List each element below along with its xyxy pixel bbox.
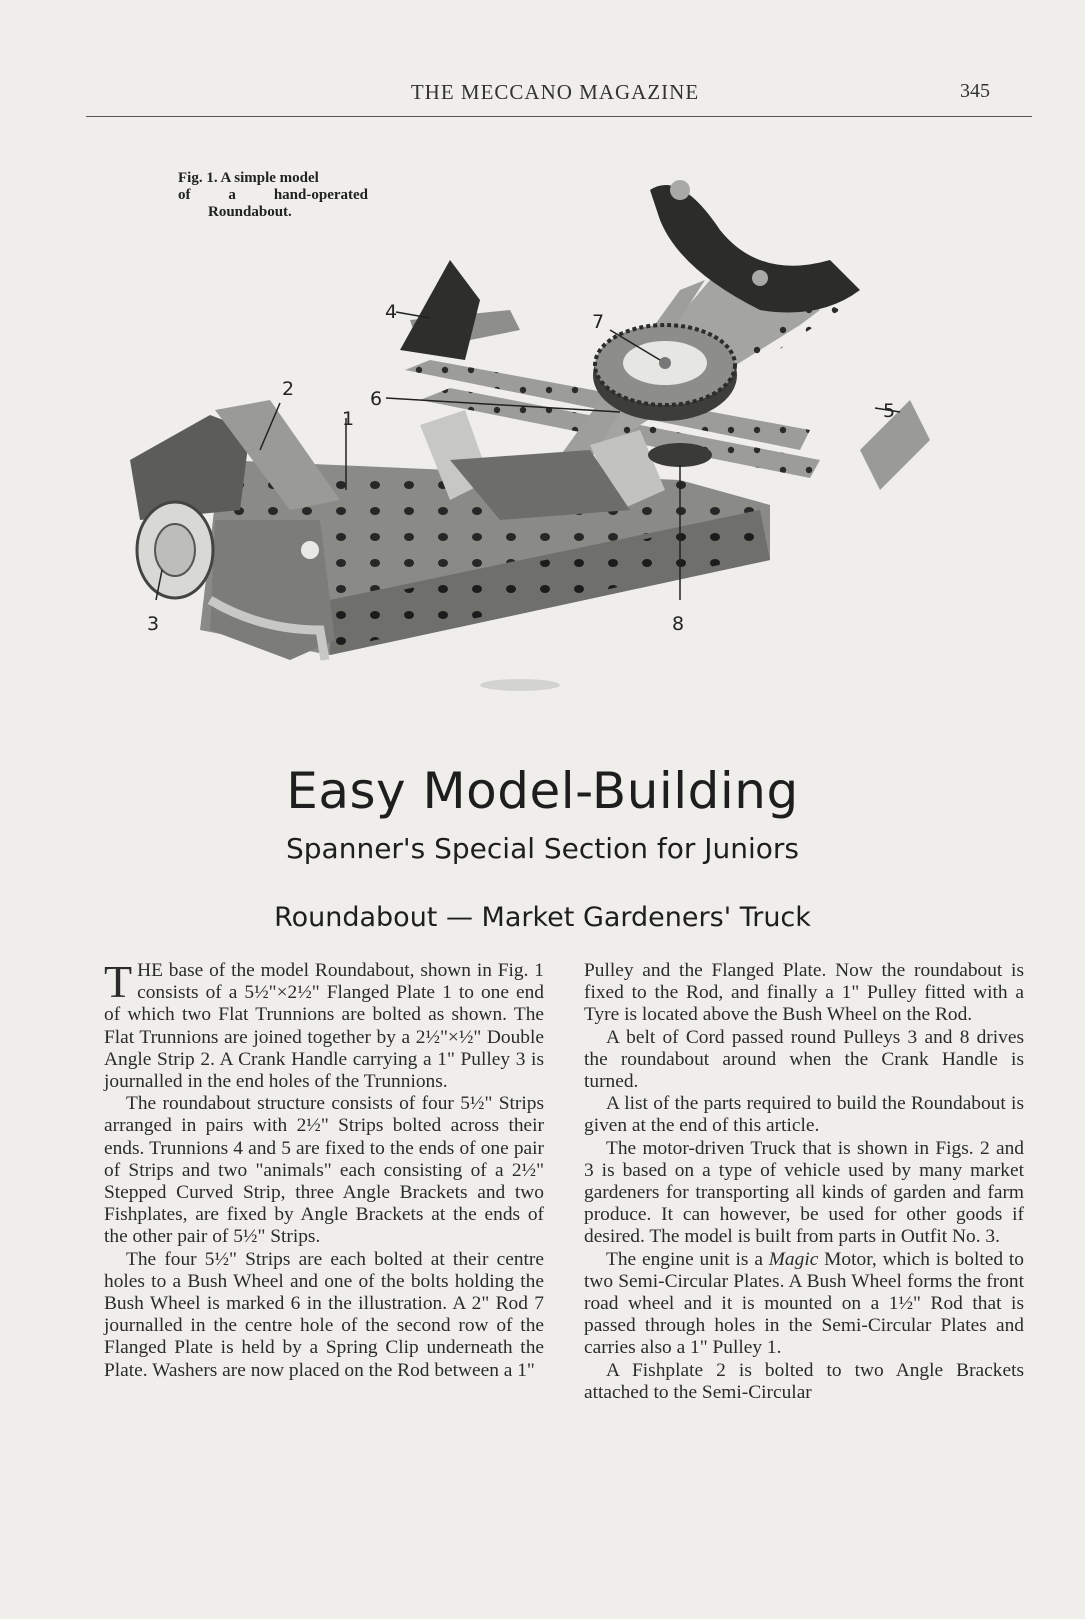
paragraph: The roundabout structure consists of four 5½" Strips arranged in pairs with 2½" Strips bolted across their ends. Trunnions 4 and 5 are fixed to the ends of one pair of Strips and two "animals" each consisting of a 2½" Stepped Curved Strip, three Angle Brackets and two Fishplates, are fixed by Angle Brackets at the ends of the other pair of 5½" Strips. [104,1093,544,1248]
drop-cap: T [104,956,133,1007]
column-right [584,960,1024,1404]
callout-6: 6 [370,388,383,410]
paragraph: A belt of Cord passed round Pulleys 3 and 8 drives the roundabout around when the Crank Handle is turned. [584,1026,1024,1093]
caption-line: Roundabout. [208,204,292,220]
callout-7: 7 [592,311,605,333]
emphasis: Magic [768,1248,819,1270]
callout-4: 4 [385,301,398,323]
paragraph: The motor-driven Truck that is shown in Figs. 2 and 3 is based on a type of vehicle used by many market gardeners for transporting all kinds of garden and farm produce. It can however, be used for other goods if desired. The model is built from parts in Outfit No. 3. [584,1137,1024,1248]
section-title: Roundabout — Market Gardeners' Truck [274,902,811,933]
paragraph: The four 5½" Strips are each bolted at their centre holes to a Bush Wheel and one of the bolts holding the Bush Wheel is marked 6 in the illustration. A 2" Rod 7 journalled in the centre hole of the second row of the Flanged Plate is held by a Spring Clip underneath the Plate. Washers are now placed on the Rod between a 1" [104,1248,544,1381]
paragraph: A Fishplate 2 is bolted to two Angle Brackets attached to the Semi-Circular [584,1359,1024,1403]
roundabout-model-illustration [120,160,980,720]
callout-8: 8 [672,613,685,635]
callout-5: 5 [883,400,896,422]
page-number: 345 [960,80,990,102]
callout-3: 3 [147,613,160,635]
bush-wheel-pulley [593,325,737,421]
pulley-8 [648,443,712,467]
paragraph [104,956,544,1093]
shadow [480,679,560,691]
column-left [104,956,544,1382]
magazine-title: THE MECCANO MAGAZINE [410,80,700,104]
paragraph-text: Motor, which is bolted to two Semi-Circular Plates. A Bush Wheel forms the front road wheel and it is mounted on a 1½" Rod that is passed through holes in the Semi-Circular Plates and carries also a 1" Pulley 1. [584,1248,1024,1359]
header-rule [86,116,1032,117]
paragraph-text: HE base of the model Roundabout, shown in Fig. 1 consists of a 5½"×2½" Flanged Plate 1 to one end of which two Flat Trunnions are bolted as shown. The Flat Trunnions are joined together by a 2½"×½" Double Angle Strip 2. A Crank Handle carrying a 1" Pulley 3 is journalled in the end holes of the Trunnions. [104,960,544,1093]
caption-line: Fig. 1. A simple model [178,170,319,186]
callout-2: 2 [282,378,295,400]
paragraph: A list of the parts required to build the Roundabout is given at the end of this article. [584,1093,1024,1137]
paragraph [584,1249,1024,1360]
trunnion-4 [400,260,480,360]
caption-line: of a hand-operated [178,187,368,203]
callout-1: 1 [342,408,355,430]
paragraph-text: The engine unit is a [606,1248,769,1270]
article-subtitle: Spanner's Special Section for Juniors [286,832,799,865]
paragraph: Pulley and the Flanged Plate. Now the roundabout is fixed to the Rod, and finally a 1" Pulley fitted with a Tyre is located above the Bush Wheel on the Rod. [584,960,1024,1026]
article-title: Easy Model-Building [286,762,799,820]
